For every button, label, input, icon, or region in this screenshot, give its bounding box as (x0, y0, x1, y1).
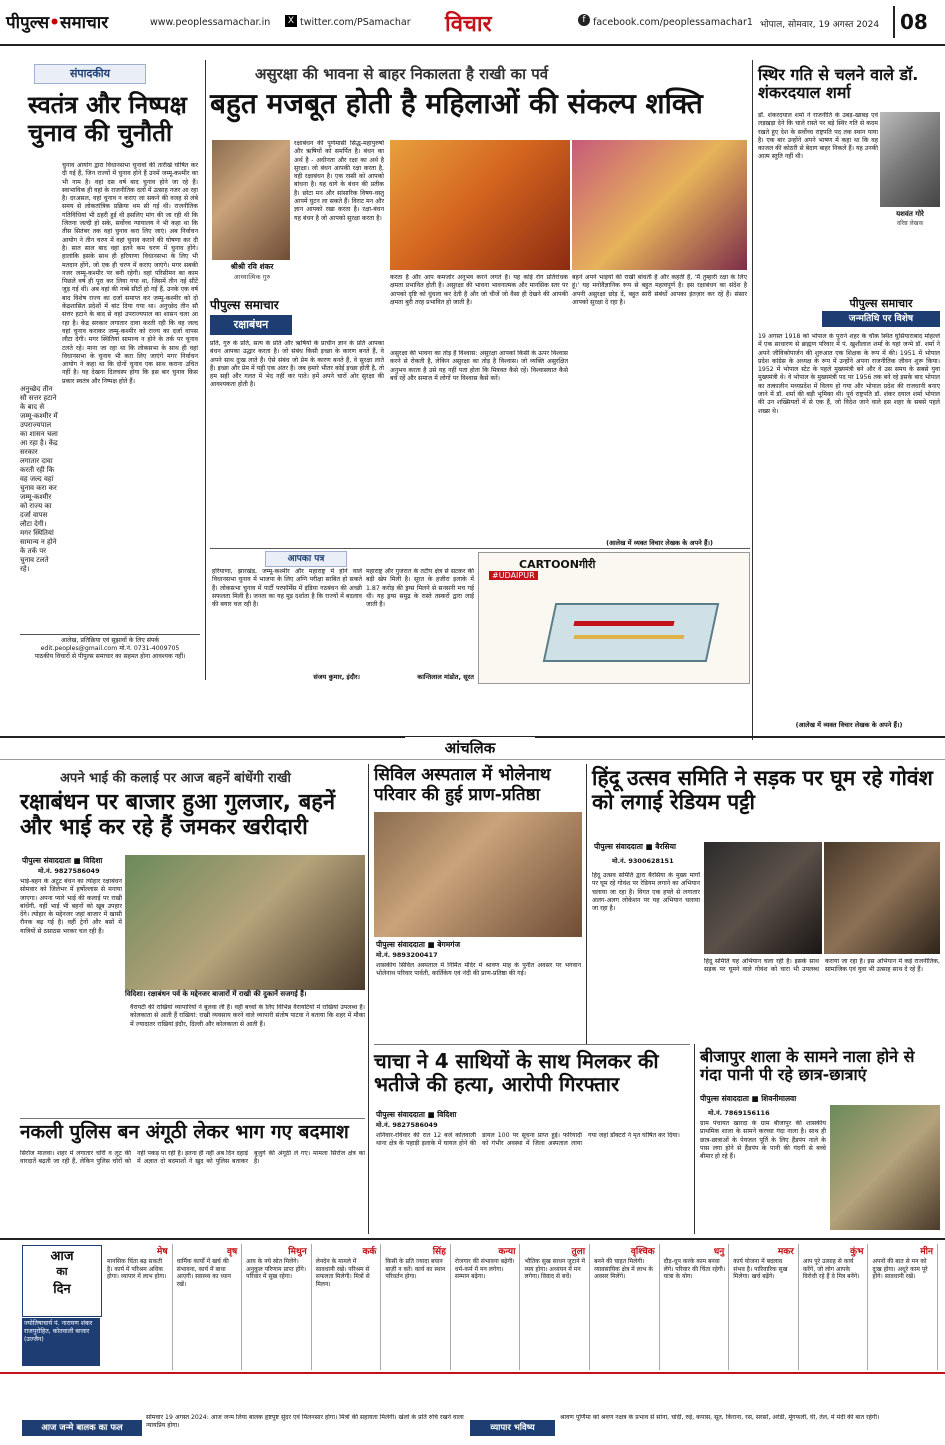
sharma-series-logo: पीपुल्स समाचार (849, 297, 913, 310)
rakhi-headline: बहुत मजबूत होती है महिलाओं की संकल्प शक्ति (210, 87, 703, 120)
column-divider (586, 764, 587, 1044)
bijapur-byline: पीपुल्स संवाददाता ■ शिवनीमालवा (700, 1094, 797, 1103)
horoscope-sign-name: धनु (713, 1247, 725, 1257)
murder-mobile: मो.नं. 9827586049 (376, 1121, 438, 1129)
twitter-icon: X (285, 15, 297, 27)
author-photo-ravishankar (212, 140, 290, 260)
hospital-byline: पीपुल्स संवाददाता ■ बेगमगंज (376, 940, 461, 949)
horoscope-sign-name: कुंभ (850, 1247, 864, 1257)
market-mobile: मो.नं. 9827586049 (38, 867, 100, 875)
market-photo (125, 855, 365, 990)
editorial-email: edit.peoples@gmail.com मो.नं. 0731-4009705 (40, 645, 180, 652)
section-divider (20, 1118, 365, 1119)
police-headline: नकली पुलिस बन अंगूठी लेकर भाग गए बदमाश (20, 1121, 349, 1143)
market-caption: विदिशा। रक्षाबंधन पर्व के मद्देनजर बाजारों में राखी की दुकानें सजगई हैं। (125, 990, 365, 999)
series-tag: रक्षाबंधन (210, 315, 292, 335)
facebook-icon: f (578, 14, 590, 26)
editorial-headline: स्वतंत्र और निष्पक्ष चुनाव की चुनौती (28, 91, 187, 147)
market-text: श्रावण पूर्णिमा को श्रवण नक्षत्र के प्रभाव से सोना, चांदी, रुई, कपास, सूत, किराना, रस, सरसों, अरंडी, मूंगफली, घी, तेल, में मंदी की बात रहेगी। (560, 1414, 880, 1421)
author-photo-gore (880, 112, 940, 207)
column-divider (694, 1044, 695, 1234)
market-tag: व्यापार भविष्य (470, 1420, 555, 1436)
section-divider (0, 759, 945, 760)
editorial-tag: संपादकीय (34, 64, 146, 84)
bijapur-headline: बीजापुर शाला के सामने नाला होने से गंदा पानी पी रहे छात्र-छात्राएं (700, 1047, 915, 1085)
pencil-drawing (574, 635, 685, 639)
horoscope-sign-name: मिथुन (288, 1247, 307, 1257)
gauvansh-photo-1 (704, 842, 822, 954)
horoscope-title-2: का (56, 1265, 68, 1278)
horoscope-sign-text: धार्मिक कार्यों में खर्च की संभावना, कार्य में बाधा आएगी। स्वास्थ्य का ध्यान रखें। (176, 1258, 231, 1288)
horoscope-sign-cell (730, 1244, 799, 1370)
horoscope-box (22, 1245, 102, 1317)
horoscope-top-divider (0, 1238, 945, 1240)
birthday-tag: आज जन्मे बालक का फल (22, 1420, 142, 1436)
column-divider (368, 764, 369, 1234)
sharma-author-name: यशवंत गोरे (896, 210, 924, 218)
rakhi-col3: करता है और आप कमजोर अनुभव करने लगते हैं। यह कोई रोग प्रतिरोधक क्षमता प्रभावित होती है। असुरक्षा की भावना भावनात्मक और मानसिक स्तर पर आपको दृष्टि को धुंधला कर देती है और जो चीजें जो वैसा ही देखने की आपकी क्षमता बुरी तरह प्रभावित हो जाती है। (390, 274, 568, 306)
bijapur-body: ग्राम पंचायत खारदा के ग्राम बीजापुर की शासकीय प्राथमिक शाला के सामने करच्चा गंदा नाला है। साथ ही छात्र-छात्राओं के पेयजल पूर्ति के लिए हैंडपंप नाले के पास लगा होने से हैंडपंप के पानी की गंदगी से बच्चे बीमार हो रहे हैं। (700, 1120, 826, 1161)
horoscope-sign-name: मकर (777, 1247, 794, 1257)
author-name: श्रीश्री रवि शंकर (230, 262, 274, 271)
rakhi-kicker: असुरक्षा की भावना से बाहर निकालता है राखी का पर्व (255, 65, 549, 83)
horoscope-sign-name: वृश्चिक (630, 1247, 655, 1257)
horoscope-sign-text: भौतिक सुख साधन जुटाने में व्यय होगा। अध्ययन में मन लगेगा। विवाद से बचें। (524, 1258, 586, 1281)
rakhi-col1: रक्षाबंधन की पूर्णमासी सिद्ध-महापुरुषों और ऋषियों को समर्पित है। बंधन का अर्थ है - अधीनता और रक्षा का अर्थ है सुरक्षा। जो बंधन आपकी रक्षा करता है, वही रक्षाबंधन है। एक रस्सी को आपको बांधना है। यह धागे के बंधन की प्रतीक है। छोटा मन और सांसारिक विषय-वस्तु आपमें घुटन ला सकते हैं। विराट मन और ज्ञान आपको रखा करता है। रक्षा-बंधन यह बंधन है जो आपको सुरक्षा करता है। (294, 140, 384, 222)
section-divider (210, 548, 750, 549)
hospital-body: शासकीय सिविल अस्पताल में निर्मित मंदिर में श्रावण माह के पुनीत अवसर पर भगवान भोलेनाथ परिवार पार्वती, कार्तिकेय एवं नंदी की प्राण-प्रतिष्ठा की गई। (376, 962, 581, 978)
bijapur-photo (830, 1105, 940, 1230)
horoscope-sign-cell (591, 1244, 660, 1370)
horoscope-sign-text: किसी के प्रति ज्यादा बयान बाज़ी न करें। कार्य का स्थान परिवर्तन होगा। (385, 1258, 446, 1281)
masthead (0, 0, 945, 46)
market-headline: रक्षाबंधन पर बाजार हुआ गुलजार, बहनें और भाई कर रहे हैं जमकर खरीदारी (20, 790, 336, 841)
horoscope-sign-cell (452, 1244, 521, 1370)
letters-col2: महाराष्ट्र और गुजरात के तटीय क्षेत्र से सटकर की बड़ी खेप मिली है। सूरत के हजीरा इलाके में 1.87 करोड़ की ड्रग्स मिलने से सनसनी मच गई थी। यह ड्रग्स समुद्र के रास्ते तस्करों द्वारा लाई जाती है। (366, 568, 474, 609)
horoscope-sign-name: मीन (920, 1247, 933, 1257)
editorial-body: चुनाव आयोग द्वारा विधानसभा चुनावों की तारीखें घोषित कर दी गई हैं, जिन राज्यों में चुनाव होने हैं उनमें जम्मू-कश्मीर का भी नाम है। वहां दस वर्ष बाद चुनाव होने जा रहे हैं। स्वाभाविक ही वहां के राजनीतिक दलों में उत्साह नजर आ रहा है। दरअसल, वहां चुनाव न कराए जा सकने की वजह से लंबे समय से लोकतांत्रिक प्रक्रिया थम सी गई थी। राजनीतिक गतिविधियां भी ठहरी हुई थी इसलिए मांग की जा रही थी कि जितना जल्दी हो सके, सर्वोच्च न्यायालय ने भी कहा था कि तीस सितंबर तक वहां चुनाव करा लिए जाएं। अब निर्वाचन आयोग ने तीन चरण में वहां चुनाव कराने की घोषणा कर दी है। सात साल बाद वहां इतने कम चरण में चुनाव होंगे। हालांकि इसके साथ ही हरियाणा विधानसभा के लिए भी मतदान होंगे, जो एक ही चरण में कराए जाएंगे। मगर सबकी नजर जम्मू-कश्मीर पर बनी रहेगी। वहां परिसीमन का काम पिछले वर्ष ही पूरा कर लिया गया था, जिसमें तीन नई सीटें जुड़ गई थीं। अब वहां की नब्बे सीटों हो गई हैं, उनके एक वर्ष बाद विशेष राज्य का दर्जा समाप्त कर जम्मू-कश्मीर को दो केंद्रशासित प्रदेशों में बांट दिया गया था। अनुच्छेद तीन सौ सत्तर हटाने के बाद से वहां उपराज्यपाल का शासन चला आ रहा है। केंद्र सरकार लगातार दावा करती रही कि वह जल्द वहां चुनाव कराकर जम्मू-कश्मीर को राज्य का दर्जा वापस लौटा देगी। मगर स्थितियां सामान्य न होने के तर्क पर चुनाव टलते रहे। माना जा रहा था कि लोकसभा के साथ ही वहां विधानसभा के चुनाव भी करा लिए जाएंगे मगर निर्वाचन आयोग ने कहा था कि दोनों चुनाव एक साथ कराना उचित नहीं है। यह देखना दिलचस्प होगा कि इस बार चुनाव किस प्रकार स्वतंत्र और निष्पक्ष होते हैं। (62, 162, 198, 385)
website-link[interactable]: www.peoplessamachar.in (150, 17, 271, 28)
horoscope-sign-name: मेष (156, 1247, 168, 1257)
horoscope-sign-text: रोजगार की संभावना बढ़ेगी। धर्म-कर्म में मन लगेगा। सम्मान बढ़ेगा। (454, 1258, 515, 1281)
rakhi-col5: बहनें अपने भाइयों की राखी बांधती हैं और कहती हैं, 'मैं तुम्हारी रक्षा के लिए हूं।' यह मनोवैज्ञानिक रूप से बहुत महत्वपूर्ण है। इस रक्षाबंधन का संदेश है अपनी असुरक्षा छोड़ दें, बहुत सारी संबंधों आपका इंतज़ार कर रहे हैं। संसार आपको सुरक्षा दे रहा है। (572, 274, 747, 306)
gauvansh-body2: हिंदू समिति यह अभियान चला रही है। इसके साथ सड़क पर घूमने वाले गोवंश को चारा भी उपलब्ध कराया जा रहा है। इस अभियान में कई राजनीतिक, सामाजिक एवं युवा भी उत्साह साथ दे रहे हैं। (704, 958, 940, 974)
rakhi-col4: असुरक्षा की भावना का तोड़ है विश्वास: असुरक्षा आपको किसी के ऊपर विश्वास करने से रोकती है, लेकिन असुरक्षा का तोड़ है विश्वास। जो व्यक्ति असुरक्षित अनुभव करता है उसे यह नहीं पता होता कि मित्रवत कैसे रहें। विश्वासघात कैसे बचें रहें और समाज में लोगों पर विश्वास कैसे करें। (390, 350, 568, 382)
editorial-pullquote: अनुच्छेद तीन सौ सत्तर हटाने के बाद से जम्मू-कश्मीर में उपराज्यपाल का शासन चला आ रहा है। केंद्र सरकार लगातार दावा करती रही कि वह जल्द वहां चुनाव करा कर जम्मू-कश्मीर को राज्य का दर्जा वापस लौटा देगी। मगर स्थितियां सामान्य न होने के तर्क पर चुनाव टलते रहे। (20, 385, 58, 573)
rakhi-col2: प्रति, गुरु के प्रति, सत्य के प्रति और ऋषियों के प्राचीन ज्ञान के प्रति आपका बंधन आपका उद्धार करता है। जो संबंध किसी इच्छा के कारण बनते हैं, वे अपने साथ दुःख लाते हैं। ऐसे संबंध जो प्रेम के कारण बनते हैं, वे सुरक्षा लाते हैं। इच्छा और प्रेम में यही एक अंतर है। जब हमारे भीतर कोई इच्छा होती है, तो हम सही और गलत में भेद नहीं कर पाते। हमें अपने चारों ओर सुरक्षा की आवश्यकता होती है। (210, 340, 384, 389)
murder-headline: चाचा ने 4 साथियों के साथ मिलकर की भतीजे की हत्या, आरोपी गिरफ्तार (374, 1049, 659, 1096)
murder-byline: पीपुल्स संवाददाता ■ विदिशा (376, 1110, 457, 1119)
horoscope-sign-name: तुला (571, 1247, 586, 1257)
astrologer-credit: ज्योतिषाचार्य पं. नारायण शंकर राजपुरोहित, कोतवाली बाजार (उज्जैन) (22, 1318, 100, 1366)
cartoon-title: CARTOONगीरी (519, 558, 596, 571)
gauvansh-byline: पीपुल्स संवाददाता ■ बैरसिया (594, 842, 676, 851)
horoscope-sign-text: बनने की चाहत मिलेगी। व्यावसायिक क्षेत्र में लाभ के अवसर मिलेंगे। (594, 1258, 654, 1281)
cartoon-panel (478, 552, 750, 684)
horoscope-sign-cell (800, 1244, 869, 1370)
cartoon-tag: #UDAIPUR (489, 571, 538, 580)
horoscope-sign-name: वृष (226, 1247, 238, 1257)
horoscope-sign-text: आप पूरे उत्साह से कार्य करेंगे, जो लोग आपके विरोधी रहे हैं वे मित्र बनेंगे। (802, 1258, 860, 1281)
horoscope-sign-name: कर्क (362, 1247, 377, 1257)
market-body2: वैरायटी की राखियां व्यापारियों ने बुलवा ली हैं। वहीं बच्चों के लिए विभिन्न वैरायटियों में राखियां उपलब्ध हैं। कोलकाता से आती हैं राखियां: राखी व्यवसाय करने वाले व्यापारी संतोष पाटवा ने बताया कि शहर में मौका में ज्यादातर राखियां इंदौर, दिल्ली और कोलकाता से आती हैं। (130, 1004, 365, 1028)
sharma-disclaimer: (आलेख में व्यक्त विचार लेखक के अपने हैं।) (795, 721, 903, 729)
horoscope-sign-text: मानसिक चिंता बढ़ सकती है। कार्य में परिश्रम अधिक होगा। व्यापार में लाभ होगा। (107, 1258, 167, 1281)
page-number: 08 (900, 10, 928, 34)
column-divider (205, 60, 206, 680)
horoscope-sign-name: सिंह (432, 1247, 446, 1257)
section-title: विचार (445, 12, 492, 37)
horoscope-title-3: दिन (53, 1282, 71, 1297)
rakhi-disclaimer: (आलेख में व्यक्त विचार लेखक के अपने हैं।) (606, 539, 713, 547)
column-divider (752, 60, 753, 740)
letters-tag: आपका पत्र (265, 551, 347, 567)
horoscope-sign-cell (174, 1244, 243, 1370)
horoscope-sign-cell (104, 1244, 173, 1370)
section-divider (374, 1044, 690, 1045)
newspaper-logo: पीपुल्स•समाचार (6, 13, 109, 33)
horoscope-title-1: आज (50, 1249, 74, 1264)
horoscope-sign-cell (522, 1244, 591, 1370)
murder-body: शनिवार-रविवार की रात 12 बजे कोतवाली थाना क्षेत्र के पहाड़ी इलाके में घायल होने की डायल 100 पर सूचना प्राप्त हुई। फरियादी को गंभीर अवस्था में जिला अस्पताल लाया गया जहां डॉक्टरों ने मृत घोषित कर दिया। (376, 1132, 680, 1148)
rakhi-thali-photo (390, 140, 570, 270)
pencil-box-drawing (543, 603, 720, 662)
dateline: भोपाल, सोमवार, 19 अगस्त 2024 (760, 20, 880, 30)
sharma-series-tag: जन्मतिथि पर विशेष (822, 311, 940, 327)
letters-author1: संजय कुमार, इंदौर। (313, 673, 360, 681)
letters-col1: हरियाणा, झारखंड, जम्मू-कश्मीर और महाराष्ट्र में होने वाले विधानसभा चुनाव में भाजपा के लिए अग्नि परीक्षा साबित हो सकते हैं। लोकसभा चुनाव में पार्टी परफॉर्मेंस में इंडिया गठबंधन की अच्छी सफलता मिली है। जनता का यह मूड दर्शाता है कि राज्यों में बदलाव की बयार चल रही है। (212, 568, 362, 609)
horoscope-sign-cell (382, 1244, 451, 1370)
knife-drawing (573, 621, 674, 626)
gauvansh-headline: हिंदू उत्सव समिति ने सड़क पर घूम रहे गोवंश को लगाई रेडियम पट्टी (592, 766, 933, 815)
rakhi-siblings-illustration (572, 140, 747, 270)
market-body: भाई-बहन के अटूट बंधन का त्योहार रक्षाबंधन सोमवार को जिलेभर में हर्षोल्लास से मनाया जाएगा। अपना प्यारे भाई की कलाई पर राखी बांधेंगी, वहीं भाई भी बहनों को खूब उपहार देंगे। त्योहार के मद्देनजर जहां बाजार में खासी रौनक बढ़ गई है। वहीं ट्रेनों और बसों में यात्रियों से ठसाठस भरकर चल रही हैं। (20, 878, 122, 935)
author-role: आध्यात्मिक गुरु (233, 273, 271, 281)
gauvansh-mobile: मो.नं. 9300628151 (612, 857, 674, 865)
gauvansh-photo-2 (824, 842, 940, 954)
sharma-body: 19 अगस्त 1918 को भोपाल के पुराने शहर के चौक स्थित घुसियाराबाद मोहल्ले में एक साधारण से ब्राह्मण परिवार में पं. खुशीलाल शर्मा के यहां जन्मे डॉ. शर्मा ने अपने जीविकोपार्जन की शुरुआत एक शिक्षक के रूप में की। 1951 में भोपाल प्रदेश कांग्रेस के अध्यक्ष के रूप में उन्होंने अपना राजनीतिक जीवन शुरू किया। 1952 में भोपाल स्टेट के पहले मुख्यमंत्री बने और वे उस समय के सबसे युवा मुख्यमंत्री थे। वे भोपाल के मुख्यमंत्री पद पर 1956 तक बने रहे इसके बाद भोपाल का तत्कालीन मध्यप्रदेश में विलय हो गया और भोपाल प्रदेश की राजधानी बनाए जाने में डॉ. शर्मा की बड़ी भूमिका थी। पूर्व राष्ट्रपति डॉ. शंकर दयाल शर्मा भोपाल की उन शख्सियतों में से एक हैं, जो विदेश जाने वाले इस शहर के सबसे पहले शख्स थे। (758, 333, 940, 415)
horoscope-sign-cell (243, 1244, 312, 1370)
market-byline: पीपुल्स संवाददाता ■ विदिशा (22, 856, 103, 865)
editorial-footer: आलेख, प्रतिक्रिया एवं सुझावों के लिए संपर्क edit.peoples@gmail.com मो.नं. 0731-4009705 पाठकीय विचारों से पीपुल्स समाचार का सहमत होना आवश्यक नहीं। (20, 637, 200, 661)
horoscope-sign-name: कन्या (498, 1247, 516, 1257)
sharma-author-role: वरिष्ठ लेखक (896, 220, 924, 227)
masthead-divider (893, 6, 895, 38)
hospital-photo (374, 812, 582, 937)
sharma-body-top: डॉ. शंकरदयाल शर्मा ने राजनीति के उबड़-खाबड़ एवं लड़खड़ा देने कि चाले रास्ते पर बड़े स्थिर गति से कदम रखते हुए देश के सर्वोच्च राष्ट्रपति पद तक स्थान पाया है। एक बार उन्होंने अपने भाषण में कहा था कि वह काजल की कोठरी से बेदाग बाहर निकले हैं। यह उनकी आत्म स्तुति नहीं थी। (758, 112, 878, 161)
market-kicker: अपने भाई की कलाई पर आज बहनें बांधेंगी राखी (60, 771, 291, 786)
bijapur-mobile: मो.नं. 7869156116 (708, 1109, 770, 1117)
police-body: सिरोंज मालवा। शहर में लगातार चोरी व लूट की वारदातें बढ़ती जा रही हैं, लेकिन पुलिस चोरों को नहीं पकड़ पा रही है। इतना ही नहीं अब दिन दहाड़े में अज्ञात दो बदमाशों ने खुद को पुलिस बताकर बुजुर्ग की अंगूठी ले गए। मामला सिरोंज क्षेत्र का है। (20, 1150, 365, 1166)
horoscope-sign-text: अपनों की बात से मन को दुःख होगा। अधूरे काम पूरे होंगे। सावधानी रखें। (872, 1258, 928, 1281)
hospital-mobile: मो.नं. 9893200417 (376, 951, 438, 959)
horoscope-sign-text: लेनदेन के मामले में सावधानी रखें। परिश्रम से सफलता मिलेगी। मित्रों से मिलन। (315, 1258, 370, 1288)
horoscope-sign-cell (661, 1244, 730, 1370)
series-logo: पीपुल्स समाचार (210, 298, 279, 312)
birthday-text: सोमवार 19 अगस्त 2024: आज जन्म लिया बालक हृष्टपुष्ट सुंदर एवं मिलनसार होगा। मित्रों की सहायता मिलेगी। खेलों के प्रति रुचि रखने वाला न्यायप्रिय होगा। (146, 1414, 464, 1429)
horoscope-sign-cell (313, 1244, 382, 1370)
horoscope-divider (0, 1372, 945, 1374)
facebook-link[interactable]: facebook.com/peoplessamachar1 (593, 17, 753, 28)
twitter-link[interactable]: twitter.com/PSamachar (300, 17, 411, 28)
editorial-footer-divider (20, 634, 200, 635)
gauvansh-body: हिंदू उत्सव समिति द्वारा बैरसिया के मुख्य मार्गों पर घूम रहे गोवंश पर रेडियम लगाने का अभियान चलाया जा रहा है। विगत एक हफ्ते से लगातार अलग-अलग लोकेशन पर यह अभियान चलाया जा रहा है। (592, 872, 700, 913)
horoscope-sign-cell (869, 1244, 938, 1370)
aanchalik-band: आंचलिक (405, 737, 535, 759)
letters-author2: कान्तिलाल मांडोत, सूरत (417, 673, 474, 681)
sharma-headline: स्थिर गति से चलने वाले डॉ. शंकरदयाल शर्मा (758, 65, 919, 103)
horoscope-sign-text: कार्य योजना में बदलाव संभव है। पारिवारिक सुख मिलेगा। खर्च बढ़ेंगे। (733, 1258, 788, 1281)
hospital-headline: सिविल अस्पताल में भोलेनाथ परिवार की हुई प्राण-प्रतिष्ठा (374, 765, 551, 805)
horoscope-sign-text: आय के नये स्रोत मिलेंगे। अनुकूल परिणाम प्राप्त होंगे। परिवार में सुख रहेगा। (246, 1258, 306, 1281)
horoscope-sign-text: दौड़-धूप करके काम बनवा लेंगे। परिवार की चिंता रहेगी। यात्रा के योग। (663, 1258, 726, 1281)
